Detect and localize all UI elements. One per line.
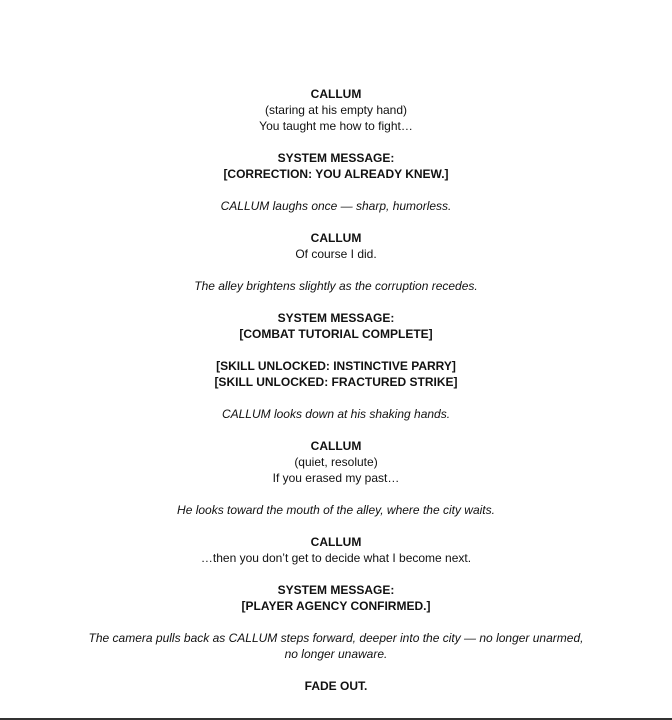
system-message-header: SYSTEM MESSAGE:: [277, 311, 395, 325]
system-message-block: [0, 150, 672, 182]
dialogue-line: Of course I did.: [295, 247, 377, 261]
action-line: He looks toward the mouth of the alley, where the city waits.: [177, 503, 495, 517]
character-name: CALLUM: [310, 439, 362, 453]
system-message-header: SYSTEM MESSAGE:: [277, 151, 395, 165]
action-line: The alley brightens slightly as the corruption recedes.: [194, 279, 478, 293]
parenthetical: (staring at his empty hand): [264, 103, 408, 117]
action-line: CALLUM looks down at his shaking hands.: [221, 407, 451, 421]
system-message-text: [PLAYER AGENCY CONFIRMED.]: [241, 599, 431, 613]
system-message-block: [0, 582, 672, 614]
action-line: CALLUM laughs once — sharp, humorless.: [220, 199, 452, 213]
system-message-text: [CORRECTION: YOU ALREADY KNEW.]: [223, 167, 449, 181]
skill-unlocked-line: [SKILL UNLOCKED: INSTINCTIVE PARRY]: [216, 359, 456, 373]
dialogue-line: …then you don’t get to decide what I become next.: [200, 551, 472, 565]
parenthetical: (quiet, resolute): [294, 455, 378, 469]
system-message-header: SYSTEM MESSAGE:: [277, 583, 395, 597]
system-message-text: [COMBAT TUTORIAL COMPLETE]: [239, 327, 433, 341]
action-line: no longer unaware.: [284, 647, 388, 661]
action-line: The camera pulls back as CALLUM steps forward, deeper into the city — no longer unarmed,: [88, 631, 584, 645]
character-name: CALLUM: [310, 535, 362, 549]
skill-unlocked-line: [SKILL UNLOCKED: FRACTURED STRIKE]: [214, 375, 458, 389]
action-paragraph: [0, 630, 672, 662]
skill-unlock-block: [0, 358, 672, 390]
system-message-block: [0, 310, 672, 342]
dialogue-block: [0, 534, 672, 566]
character-name: CALLUM: [310, 87, 362, 101]
dialogue-line: You taught me how to fight…: [259, 119, 413, 133]
dialogue-block: [0, 438, 672, 486]
dialogue-block: [0, 86, 672, 134]
dialogue-line: If you erased my past…: [272, 471, 400, 485]
screenplay-text: [0, 86, 672, 710]
dialogue-block: [0, 230, 672, 262]
transition: FADE OUT.: [304, 679, 368, 693]
character-name: CALLUM: [310, 231, 362, 245]
